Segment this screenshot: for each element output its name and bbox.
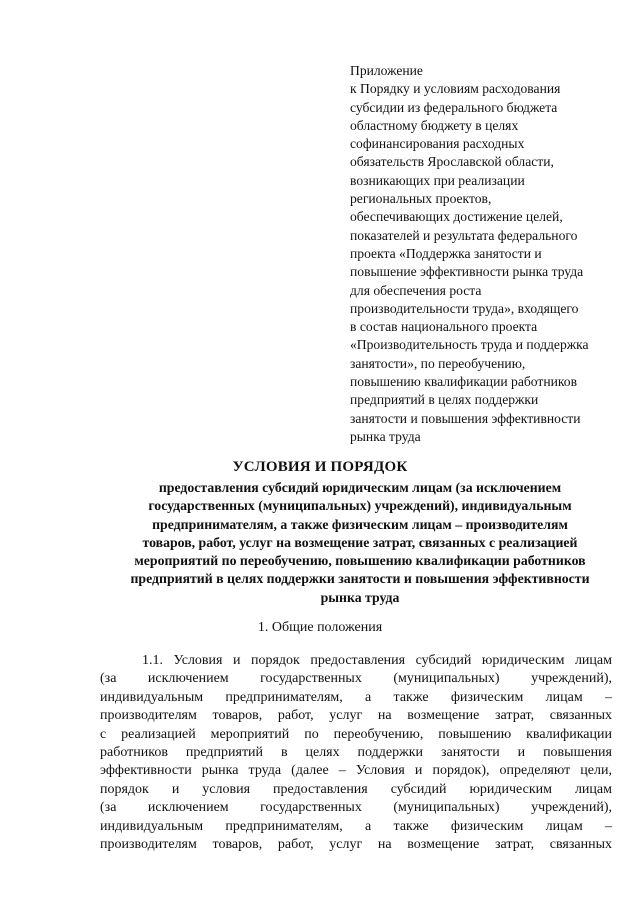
subtitle-line: предприятий в целях поддержки занятости и повышения эффективности (130, 571, 590, 587)
paragraph-line: производителям товаров, работ, услуг на возмещение затрат, связанных (100, 708, 612, 724)
appendix-note (350, 62, 630, 446)
section-body (100, 652, 612, 854)
appendix-line: региональных проектов, (350, 191, 492, 207)
appendix-line: обеспечивающих достижение целей, (350, 209, 563, 225)
document-subtitle (100, 479, 620, 607)
appendix-line: областному бюджету в целях (350, 117, 519, 133)
document-title: УСЛОВИЯ И ПОРЯДОК (232, 459, 408, 475)
paragraph-line: индивидуальным предпринимателям, а также физическим лицам – (100, 689, 612, 705)
subtitle-line: предоставления субсидий юридическим лицам (за исключением (158, 480, 562, 495)
subtitle-line: мероприятий по переобучению, повышению квалификации работников (134, 553, 586, 569)
section-heading: 1. Общие положения (257, 620, 383, 635)
paragraph-line: индивидуальным предпринимателям, а также физическим лицам – (100, 818, 612, 834)
appendix-line: в состав национального проекта (350, 319, 538, 335)
appendix-line: занятости и повышения эффективности (350, 410, 581, 426)
subtitle-line: товаров, работ, услуг на возмещение затрат, связанных с реализацией (142, 534, 578, 550)
paragraph-line: производителям товаров, работ, услуг на возмещение затрат, связанных (100, 837, 612, 853)
appendix-line: Приложение (350, 63, 423, 78)
appendix-line: рынка труда (350, 428, 421, 444)
appendix-line: проекта «Поддержка занятости и (350, 245, 542, 261)
appendix-line: софинансирования расходных (350, 136, 525, 152)
subtitle-line: государственных (муниципальных) учреждений), индивидуальным (148, 498, 572, 514)
appendix-line: «Производительность труда и поддержка (350, 337, 589, 353)
subtitle-line: рынка труда (320, 589, 400, 605)
appendix-line: к Порядку и условиям расходования (350, 81, 561, 97)
appendix-line: предприятий в целях поддержки (350, 392, 539, 408)
appendix-line: повышение эффективности рынка труда (350, 264, 584, 280)
appendix-line: обязательств Ярославской области, (350, 154, 554, 170)
paragraph-line: с реализацией мероприятий по переобучению, повышению квалификации (100, 726, 612, 742)
paragraph-line: (за исключением государственных (муниципальных) учреждений), (100, 671, 612, 687)
appendix-line: возникающих при реализации (350, 172, 525, 188)
appendix-line: субсидии из федерального бюджета (350, 99, 558, 115)
paragraph-line: (за исключением государственных (муниципальных) учреждений), (100, 800, 612, 816)
appendix-line: производительности труда», входящего (350, 300, 579, 316)
paragraph-line: 1.1. Условия и порядок предоставления субсидий юридическим лицам (142, 653, 612, 668)
paragraph-line: порядок и условия предоставления субсидий юридическим лицам (100, 781, 612, 797)
paragraph-line: эффективности рынка труда (далее – Условия и порядок), определяют цели, (100, 763, 612, 779)
appendix-line: занятости», по переобучению, (350, 355, 526, 371)
paragraph-line: работников предприятий в целях поддержки занятости и повышения (100, 745, 612, 761)
appendix-line: повышению квалификации работников (350, 374, 578, 390)
appendix-line: для обеспечения роста (350, 282, 482, 298)
subtitle-line: предпринимателям, а также физическим лицам – производителям (152, 516, 568, 532)
appendix-line: показателей и результата федерального (350, 227, 578, 243)
